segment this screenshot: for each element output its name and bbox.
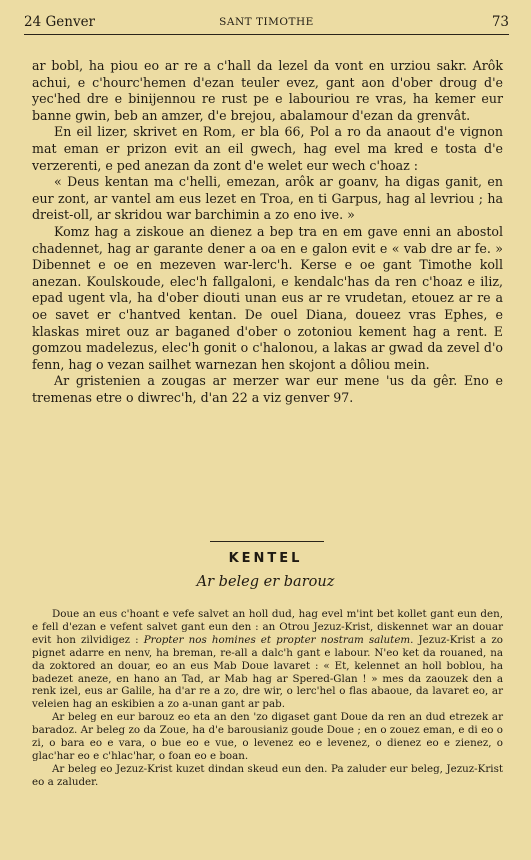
paragraph-4: Komz hag a ziskoue an dienez a bep tra en em gave enni an abostol chadennet, hag ar garante dener a oa en e galon evit e « vab dre ar fe. » Dibennet e oe en mezeven war-lerc'h. Kerse e oe gant Timothe koll anezan. Koulskoude, elec'h fallgaloni, e kendalc'has da ren c'hoaz e iliz, epad ugent vla, ha d'ober diouti unan eus ar re vrudetan, etouez ar re a oe savet er c'hantved kentan. De ouel Diana, doueez vras Ephes, e klaskas miret ouz ar baganed d'ober o zotoniou kement hag a rent. E gomzou madelezus, elec'h gonit o c'halonou, a lakas ar gwad da zevel d'o fenn, hag o vezan sailhet warnezan hen skojont a dôliou mein. [32, 223, 503, 372]
paragraph-1: ar bobl, ha piou eo ar re a c'hall da lezel da vont en urziou sakr. Arôk achui, e c'hourc'hemen d'ezan teuler evez, gant aon d'ober droug d'e yec'hed dre e binijennou re rust pe e labouriou re vras, ha kemer eur banne gwin, beb an amzer, d'e brejou, abalamour d'ezan da grenvât. [32, 58, 503, 123]
lesson-paragraph-2: Ar beleg en eur barouz eo eta an den 'zo digaset gant Doue da ren an dud etrezek ar baradoz. Ar beleg zo da Zoue, ha d'e barousianiz goude Doue ; en o zouez eman, e di eo o zi, o bara eo e vara, o bue eo e vue, o levenez eo e levenez, o dienez eo e zienez, o glac'har eo e c'hlac'har, o foan eo e boan. [32, 711, 503, 762]
latin-quote: Propter nos homines et propter nostram salutem. [143, 633, 414, 646]
section-divider [210, 541, 324, 542]
lesson-paragraph-3: Ar beleg eo Jezuz-Krist kuzet dindan skeud eun den. Pa zaluder eur beleg, Jezuz-Krist eo a zaluder. [32, 762, 503, 788]
paragraph-2: En eil lizer, skrivet en Rom, er bla 66, Pol a ro da anaout d'e vignon mat eman er prizon evit an eil gwech, hag evel ma kred e tosta d'e verzerenti, e ped anezan da zont d'e welet eur wech c'hoaz : [32, 124, 503, 173]
lesson-paragraph-1 [32, 608, 503, 711]
paragraph-5: Ar gristenien a zougas ar merzer war eur mene 'us da gêr. Eno e tremenas etre o diwrec'h, d'an 22 a viz genver 97. [32, 373, 503, 405]
running-header [24, 10, 509, 35]
header-date: 24 Genver [24, 14, 96, 30]
paragraph-3-quote: « Deus kentan ma c'helli, emezan, arôk ar goanv, ha digas ganit, en eur zont, ar vantel am eus lezet en Troa, en ti Garpus, hag al levriou ; ha dreist-oll, ar skridou war barchimin a zo eno ive. » [32, 174, 503, 223]
lesson-text-1c: Jezuz-Krist a zo pignet adarre en nenv, ha breman, re-all a dalc'h gant e labour. N'eo ket da rouaned, na da zoktored an douar, eo an eus Mab Doue lavaret : « Et, kelennet an holl boblou, ha badezet aneze, en hano an Tad, ar Mab hag ar Spered-Glan ! » mes da zaouzek den a renk izel, eus ar Galile, ha d'ar re a zo, dre wir, o lerc'hel o flas abaoue, da lavaret eo, ar veleien hag an eskibien a zo a-unan gant ar pab. [32, 633, 503, 711]
section-subtitle: Ar beleg er barouz [196, 574, 335, 590]
header-title: SANT TIMOTHE [219, 16, 314, 28]
lesson-text-1a: Doue an eus c'hoant e vefe salvet an holl dud, hag evel m'int bet kollet gant eun den, e fell d'ezan e vefent salvet gant eun den : an Otrou Jezuz-Krist, diskennet war an douar evit hon zilvidigez : [32, 608, 503, 646]
main-text [32, 58, 503, 406]
section-heading: KENTEL [228, 551, 303, 566]
lesson-text [32, 608, 503, 789]
page-number: 73 [491, 14, 509, 30]
